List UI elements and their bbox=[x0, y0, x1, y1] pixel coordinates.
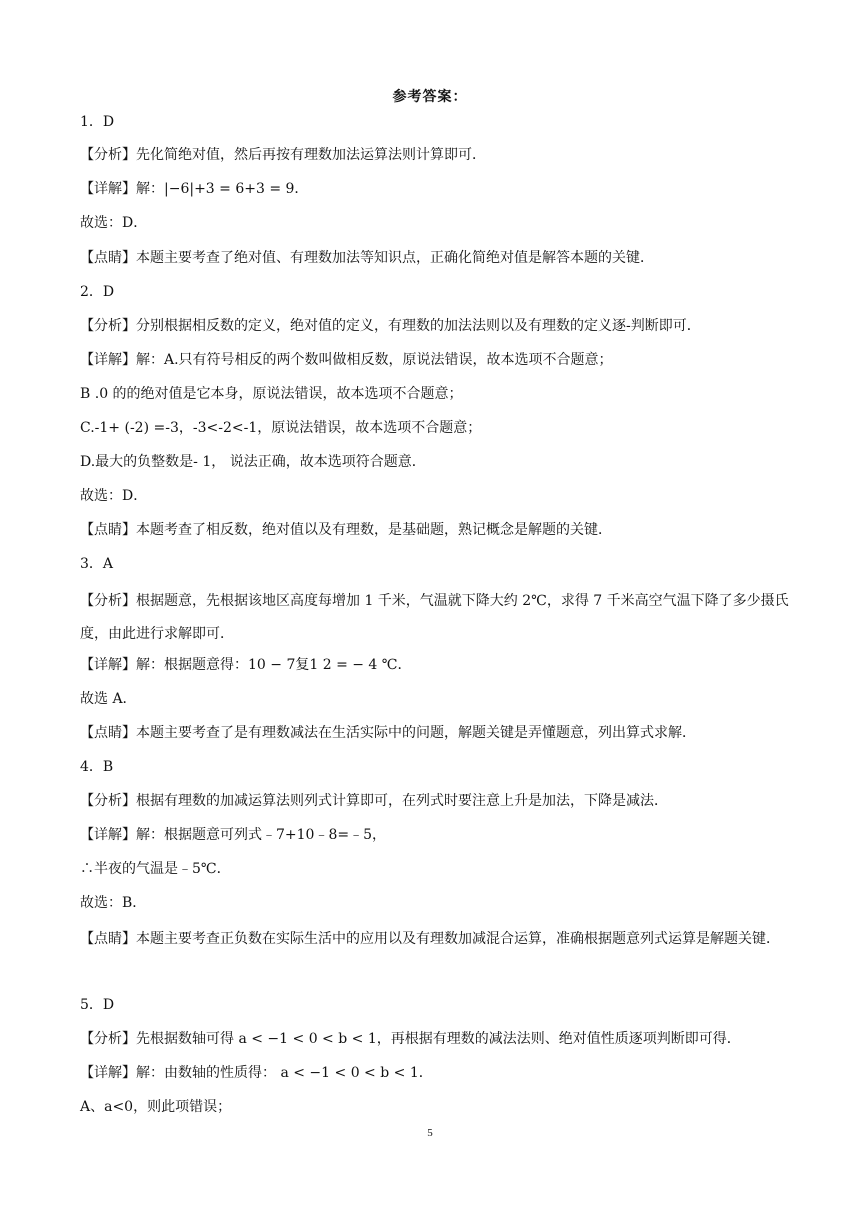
answer-number-4: 4．B bbox=[80, 759, 114, 775]
answer-number-5: 5．D bbox=[80, 997, 115, 1013]
analysis-4: 【分析】根据有理数的加减运算法则列式计算即可，在列式时要注意上升是加法，下降是减法． bbox=[80, 793, 668, 809]
comment-1: 【点睛】本题主要考查了绝对值、有理数加法等知识点，正确化简绝对值是解答本题的关键． bbox=[80, 250, 654, 266]
detail-2: 【详解】解：A.只有符号相反的两个数叫做相反数，原说法错误，故本选项不合题意； bbox=[80, 352, 613, 368]
detail-5-option-a: A、a<0，则此项错误； bbox=[80, 1099, 232, 1115]
answer-number-3: 3．A bbox=[80, 556, 114, 572]
detail-2-option-d: D.最大的负整数是- 1， 说法正确，故本选项符合题意． bbox=[80, 454, 426, 470]
detail-4-result: ∴半夜的气温是﹣5℃． bbox=[80, 861, 231, 877]
comment-3: 【点睛】本题主要考查了是有理数减法在生活实际中的问题，解题关键是弄懂题意，列出算式求解． bbox=[80, 725, 696, 741]
analysis-3: 【分析】根据题意，先根据该地区高度每增加 1 千米，气温就下降大约 2℃，求得 7 千米高空气温下降了多少摄氏度，由此进行求解即可． bbox=[80, 593, 789, 642]
comment-4: 【点睛】本题主要考查正负数在实际生活中的应用以及有理数加减混合运算，准确根据题意列式运算是解题关键． bbox=[80, 931, 780, 947]
analysis-5: 【分析】先根据数轴可得 a < −1 < 0 < b < 1，再根据有理数的减法法则、绝对值性质逐项判断即可得． bbox=[80, 1031, 741, 1047]
analysis-1: 【分析】先化简绝对值，然后再按有理数加法运算法则计算即可． bbox=[80, 147, 486, 163]
detail-1: 【详解】解：|−6|+3 = 6+3 = 9． bbox=[80, 181, 309, 197]
page-title: 参考答案： bbox=[392, 89, 468, 105]
analysis-2: 【分析】分别根据相反数的定义，绝对值的定义，有理数的加法法则以及有理数的定义逐-判断即可． bbox=[80, 318, 701, 334]
detail-2-option-b: B .0 的的绝对值是它本身，原说法错误，故本选项不合题意； bbox=[80, 386, 463, 402]
detail-5: 【详解】解：由数轴的性质得： a < −1 < 0 < b < 1． bbox=[80, 1065, 433, 1081]
answer-number-1: 1．D bbox=[80, 114, 115, 130]
answer-number-2: 2．D bbox=[80, 284, 115, 300]
choice-2: 故选：D． bbox=[80, 488, 148, 504]
page-number: 5 bbox=[427, 1127, 433, 1139]
comment-2: 【点睛】本题考查了相反数，绝对值以及有理数，是基础题，熟记概念是解题的关键． bbox=[80, 522, 612, 538]
choice-1: 故选：D． bbox=[80, 215, 148, 231]
detail-4: 【详解】解：根据题意可列式﹣7+10﹣8=﹣5， bbox=[80, 827, 386, 843]
detail-2-option-c: C.-1+ (-2) =-3，-3<-2<-1，原说法错误，故本选项不合题意； bbox=[80, 420, 482, 436]
choice-4: 故选：B． bbox=[80, 895, 147, 911]
detail-3: 【详解】解：根据题意得：10 − 7复1 2 = − 4 ℃． bbox=[80, 657, 412, 673]
choice-3: 故选 A． bbox=[80, 691, 137, 707]
